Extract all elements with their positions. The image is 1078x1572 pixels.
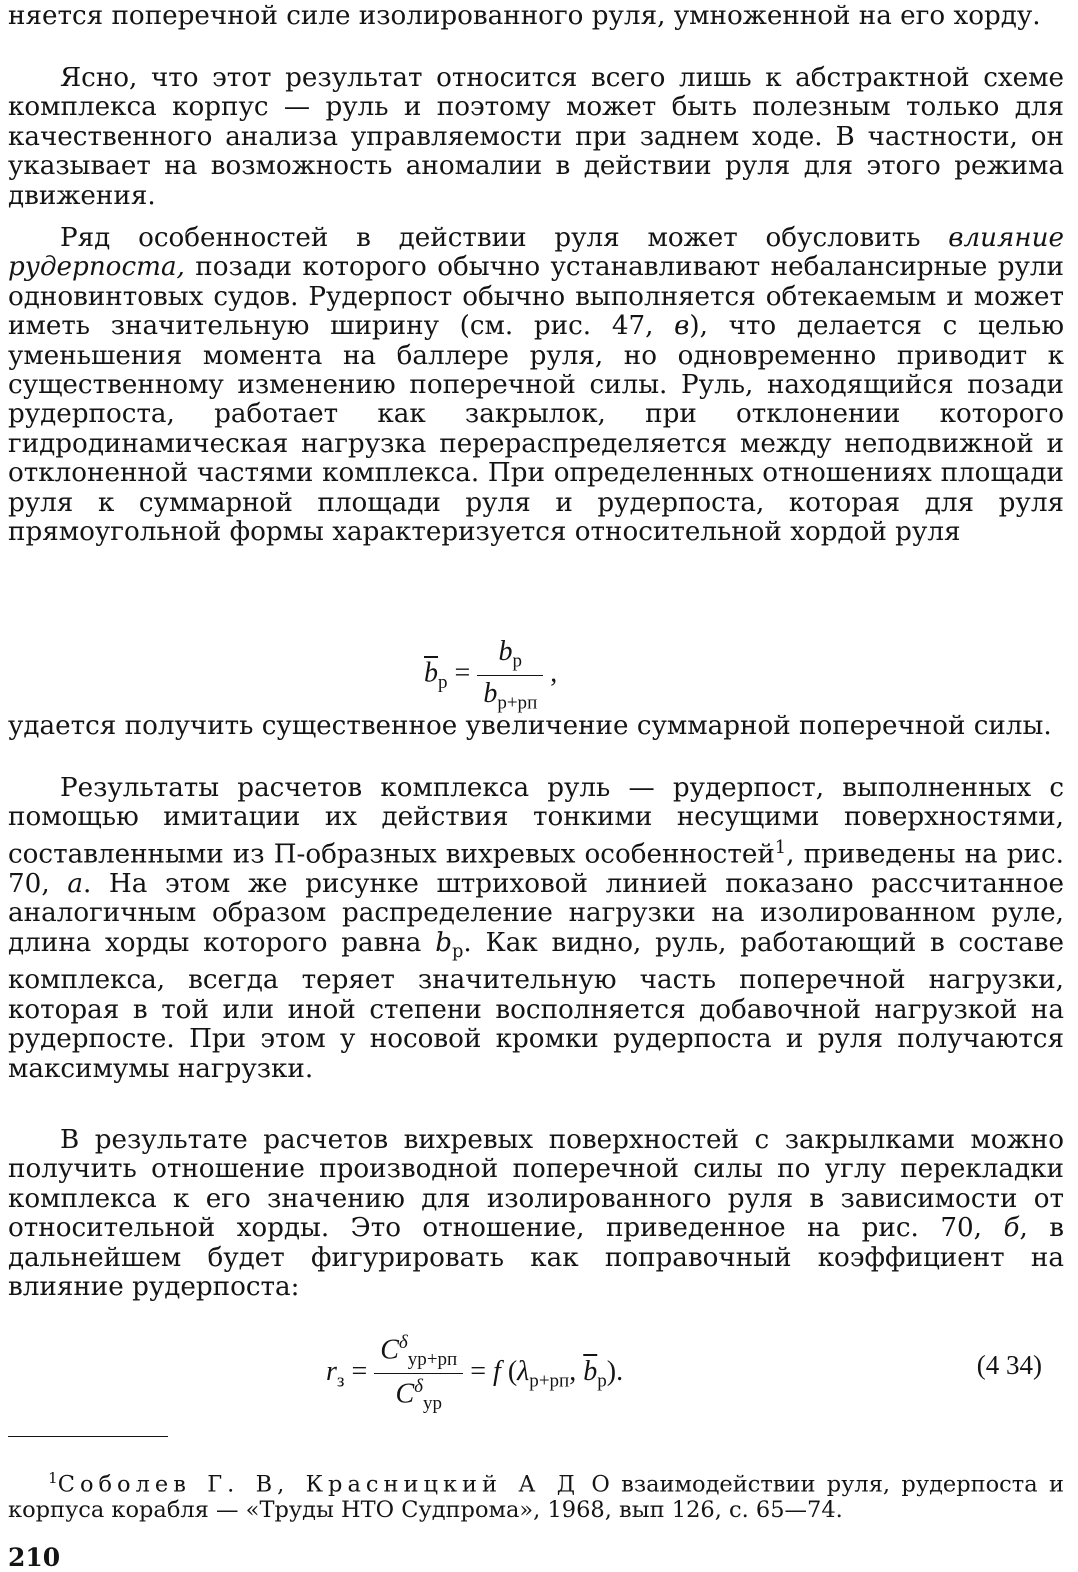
formula1-fraction <box>477 636 543 714</box>
results-text: Результаты расчетов комплекса руль — рудерпост, выполненных с помощью имитации их действия тонкими несущими поверхностями, составленными из П-образных вихревых особенностей <box>8 773 1064 870</box>
paragraph-flaps <box>8 1126 1064 1302</box>
paragraph-after-formula: удается получить существенное увеличение суммарной поперечной силы. <box>8 711 1052 741</box>
formula2-func: f <box>493 1355 501 1387</box>
footnote-divider <box>8 1436 168 1437</box>
formula2-lhs: r <box>326 1355 337 1387</box>
footnote-text: О взаимодействии руля, рудерпоста и корпуса корабля — «Труды НТО Судпрома», 1968, вып 126, с. 65—74. <box>8 1471 1064 1523</box>
formula2-den-sup: δ <box>414 1375 423 1397</box>
formula2-num-symbol: C <box>380 1334 399 1366</box>
formula1-den-symbol: b <box>483 677 498 709</box>
rudderpost-emphasis: влияние рудерпоста, <box>8 223 1064 283</box>
formula2-lhs-sub: з <box>336 1370 345 1392</box>
formula1-den-sub: р+рп <box>497 692 538 714</box>
paragraph-rudderpost <box>8 224 1064 547</box>
rudderpost-tail: ), что делается с целью уменьшения момента на баллере руля, но одновременно приводит к существенному изменению поперечной силы. Руль, находящийся позади рудерпоста, работает как закрылок, при отклонении которого гидродинамическая нагрузка перераспределяется между неподвижной и отклоненной частями комплекса. При определенных отношениях площади руля к суммарной площади руля и рудерпоста, которая для руля прямоугольной формы характеризуется относительной хордой руля <box>8 311 1064 548</box>
results-tail: . Как видно, руль, работающий в составе комплекса, всегда теряет значительную часть поперечной нагрузки, которая в той или иной степени восполняется добавочной нагрузкой на рудерпосте. При этом у носовой кромки рудерпоста и руля получаются максимумы нагрузки. <box>8 927 1064 1084</box>
paragraph-abstract-scheme: Ясно, что этот результат относится всего лишь к абстрактной схеме комплекса корпус — руль и поэтому может быть полезным только для качественного анализа управляемости при заднем ходе. В частности, он указывает на возможность аномалии в действии руля для этого режима движения. <box>8 63 1064 211</box>
rudderpost-lead: Ряд особенностей в действии руля может обусловить <box>60 223 949 253</box>
formula2-arg1-sub: р+рп <box>529 1370 570 1392</box>
formula1-num-symbol: b <box>498 636 513 667</box>
formula2-den-symbol: C <box>395 1378 415 1410</box>
formula2-num-sup: δ <box>398 1332 408 1353</box>
footnote-mark: 1 <box>48 1468 58 1487</box>
figure-47-letter: в <box>674 311 690 342</box>
figure-70a-letter: а <box>67 868 83 899</box>
flaps-text: В результате расчетов вихревых поверхностей с закрылками можно получить отношение производной поперечной силы по углу перекладки комплекса к его значению для изолированного руля в зависимости от относительной хорды. Это отношение, приведенное на рис. 70, <box>8 1125 1064 1244</box>
formula2-arg2-symbol: $\overline{b}$ <box>583 1355 598 1387</box>
formula-relative-chord: $\overline{b}_р$ = $\frac{b_р}{b_{р+рп}}$ , <box>424 636 558 714</box>
footnote-reference: 1 <box>774 836 787 858</box>
footnote-authors: Соболев Г. В, Красницкий А Д <box>57 1471 581 1497</box>
formula2-den-sub: yр <box>423 1392 443 1414</box>
figure-70b-letter: б <box>1003 1213 1020 1244</box>
paragraph-results <box>8 774 1064 1084</box>
formula1-lhs-symbol: $\overline{b}$ <box>424 657 438 689</box>
formula2-trail: . <box>616 1355 624 1387</box>
chord-sub: р <box>451 941 464 962</box>
results-after-mark: , приведены на рис. 70, <box>8 839 1065 899</box>
equation-number: (4 34) <box>976 1350 1042 1380</box>
formula2-num-sub: yр+рп <box>407 1348 458 1370</box>
page-number: 210 <box>8 1543 61 1572</box>
formula1-trail: , <box>550 657 558 689</box>
formula1-lhs-sub: р <box>438 672 448 694</box>
formula2-fraction <box>374 1332 463 1415</box>
formula2-arg1-symbol: λ <box>517 1355 530 1387</box>
continuation-paragraph: няется поперечной силе изолированного руля, умноженной на его хорду. <box>8 1 1041 31</box>
flaps-tail: , в дальнейшем будет фигурировать как поправочный коэффициент на влияние рудерпоста: <box>8 1213 1064 1303</box>
formula1-num-sub: р <box>512 650 523 672</box>
rudderpost-rest: позади которого обычно устанавливают небалансирные рули одновинтовых судов. Рудерпост обычно выполняется обтекаемым и может иметь значительную ширину (см. рис. 47, <box>8 252 1064 342</box>
results-rest: . На этом же рисунке штриховой линией показано рассчитанное аналогичным образом распределение нагрузки на изолированном руле, длина хорды которого равна <box>8 868 1064 958</box>
footnote <box>8 1465 1064 1524</box>
chord-symbol: b <box>435 927 452 958</box>
formula-correction-coefficient: $r_з$ = $\frac{C^\delta_{yр+рп}}{C^\delta_{yр}}$ = f ($\lambda_{р+рп}$, $\overline{b}_р$). (4 34) <box>326 1332 1042 1414</box>
formula2-arg2-sub: р <box>597 1370 607 1392</box>
